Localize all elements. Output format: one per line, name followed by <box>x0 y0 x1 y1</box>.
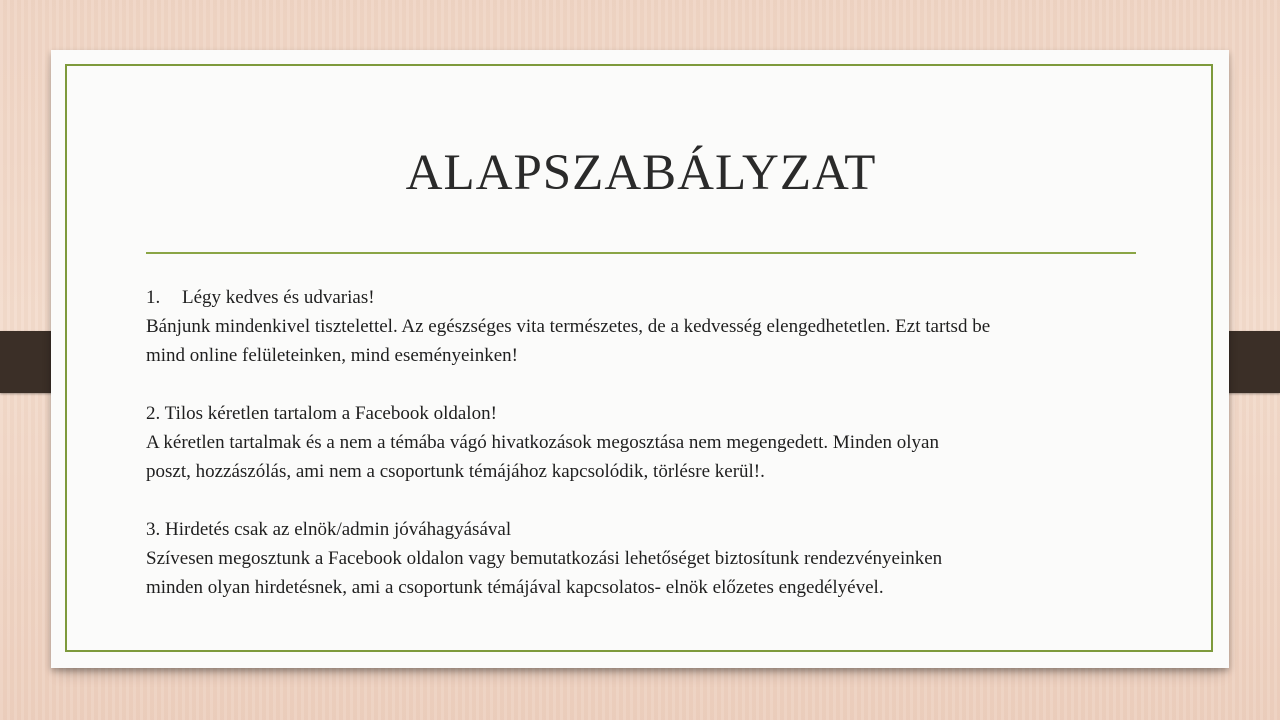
rule-heading <box>146 283 1186 312</box>
rule-number: 1. <box>146 287 161 308</box>
slide-card <box>51 50 1229 668</box>
rule-item-1 <box>146 283 1186 370</box>
rules-list <box>146 283 1186 602</box>
rule-line: Bánjunk mindenkivel tisztelettel. Az egészséges vita természetes, de a kedvesség elengedhetetlen. Ezt tartsd be <box>146 316 991 337</box>
rule-line: poszt, hozzászólás, ami nem a csoportunk témájához kapcsolódik, törlésre kerül!. <box>146 461 765 482</box>
rule-heading: 2. Tilos kéretlen tartalom a Facebook oldalon! <box>146 403 497 424</box>
rule-heading-text: Légy kedves és udvarias! <box>182 287 375 308</box>
slide-title: ALAPSZABÁLYZAT <box>405 145 877 201</box>
rule-line: A kéretlen tartalmak és a nem a témába vágó hivatkozások megosztása nem megengedett. Minden olyan <box>146 432 939 453</box>
rule-line: Szívesen megosztunk a Facebook oldalon vagy bemutatkozási lehetőséget biztosítunk rendezvényeinken <box>146 548 943 569</box>
rule-line: mind online felületeinken, mind eseményeinken! <box>146 345 518 366</box>
title-divider <box>146 252 1136 254</box>
rule-line: minden olyan hirdetésnek, ami a csoportunk témájával kapcsolatos- elnök előzetes engedélyével. <box>146 577 884 598</box>
rule-item-2 <box>146 399 1186 486</box>
rule-item-3 <box>146 515 1186 602</box>
rule-heading: 3. Hirdetés csak az elnök/admin jóváhagyásával <box>146 519 512 540</box>
